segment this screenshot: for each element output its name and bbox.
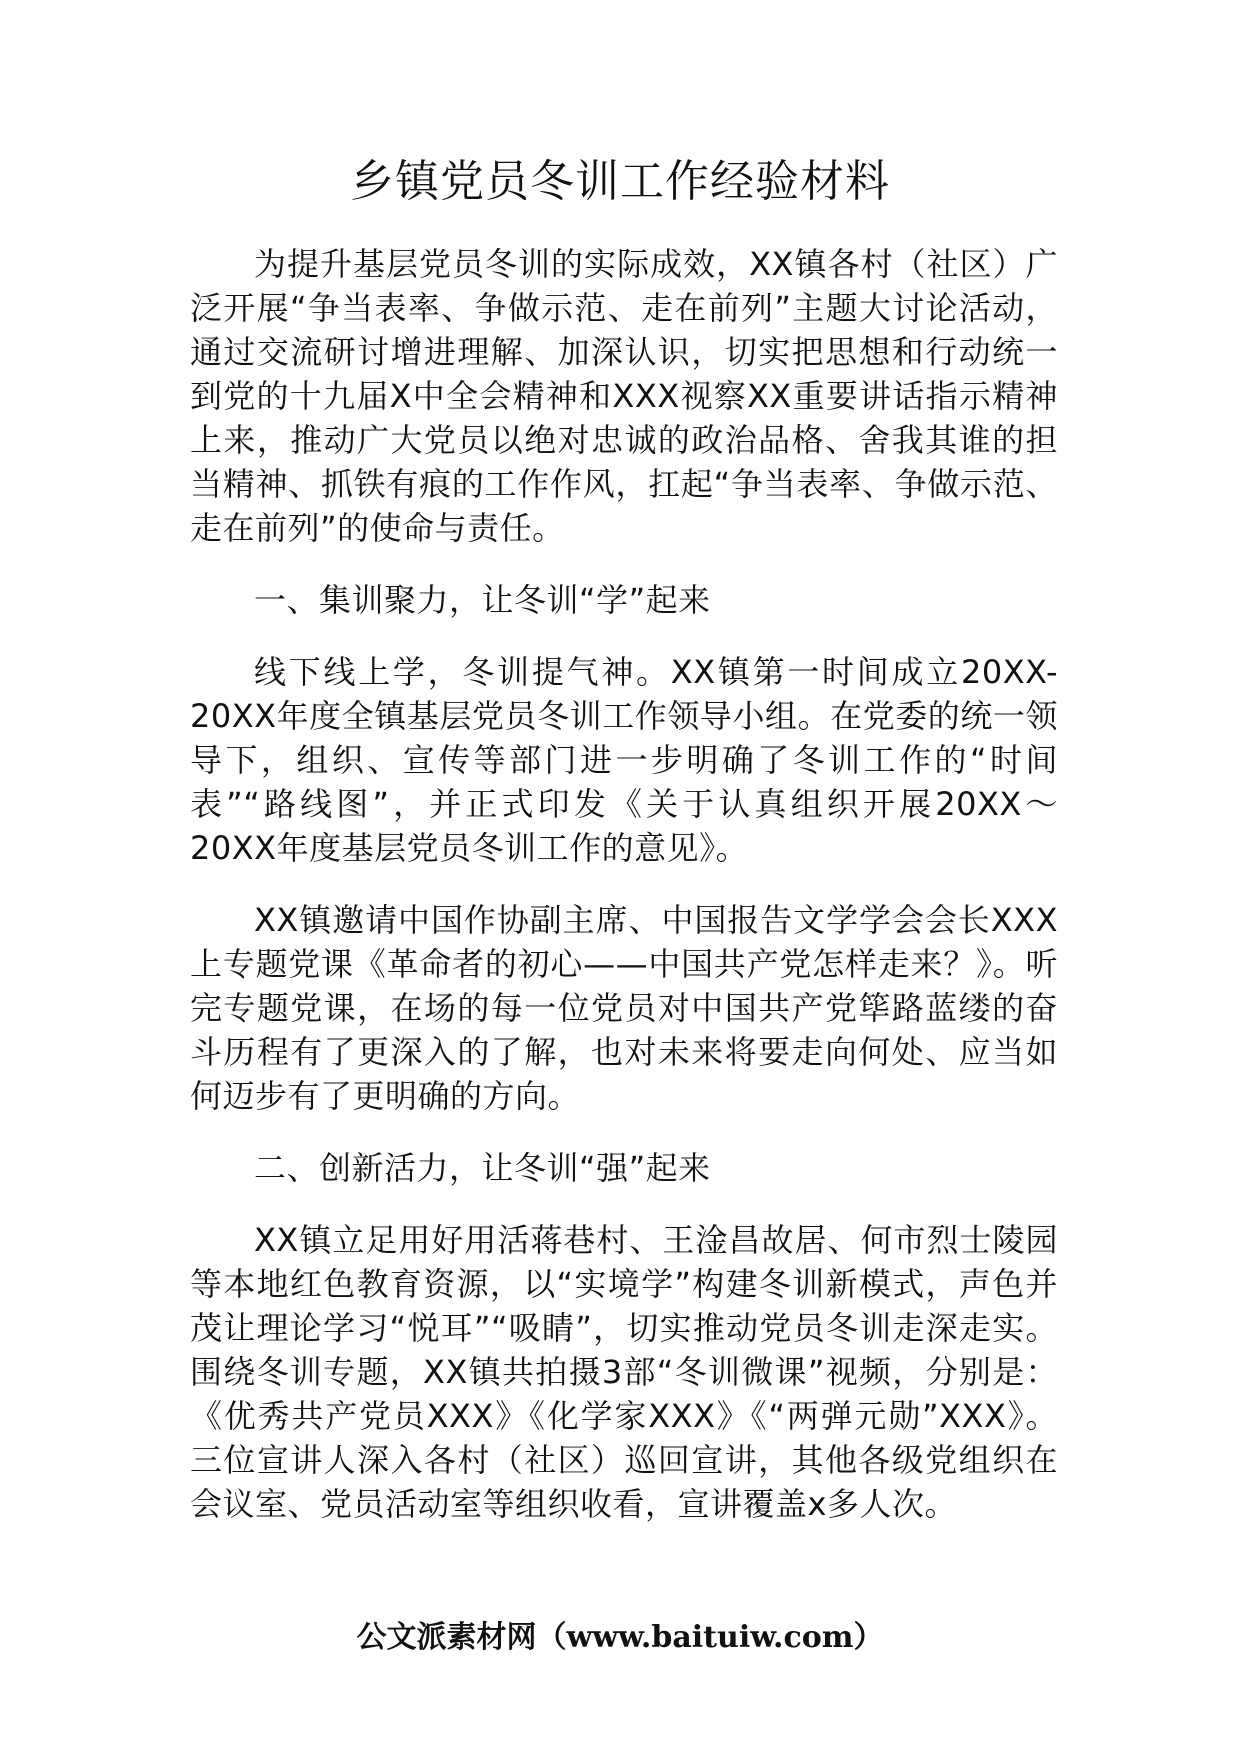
body-paragraph: XX镇邀请中国作协副主席、中国报告文学学会会长XXX上专题党课《革命者的初心——中国共产党怎样走来？》。听完专题党课，在场的每一位党员对中国共产党筚路蓝缕的奋斗历程有了更深入的了解，也对未来将要走向何处、应当如何迈步有了更明确的方向。 bbox=[190, 901, 1058, 1115]
body-paragraph: XX镇立足用好用活蒋巷村、王淦昌故居、何市烈士陵园等本地红色教育资源，以“实境学”构建冬训新模式，声色并茂让理论学习“悦耳”“吸睛”，切实推动党员冬训走深走实。围绕冬训专题，XX镇共拍摄3部“冬训微课”视频，分别是：《优秀共产党员XXX》《化学家XXX》《“两弹元勋”XXX》。三位宣讲人深入各村（社区）巡回宣讲，其他各级党组织在会议室、党员活动室等组织收看，宣讲覆盖x多人次。 bbox=[190, 1221, 1058, 1523]
document-title: 乡镇党员冬训工作经验材料 bbox=[350, 156, 890, 207]
document-body bbox=[190, 242, 1058, 1554]
intro-paragraph: 为提升基层党员冬训的实际成效，XX镇各村（社区）广泛开展“争当表率、争做示范、走在前列”主题大讨论活动，通过交流研讨增进理解、加深认识，切实把思想和行动统一到党的十九届X中全会精神和XXX视察XX重要讲话指示精神上来，推动广大党员以绝对忠诚的政治品格、舍我其谁的担当精神、抓铁有痕的工作作风，扛起“争当表率、争做示范、走在前列”的使命与责任。 bbox=[190, 245, 1058, 547]
section-heading-2: 二、创新活力，让冬训“强”起来 bbox=[254, 1149, 711, 1187]
footer-source: 公文派素材网（www.baituiw.com） bbox=[356, 1620, 884, 1655]
body-paragraph: 线下线上学，冬训提气神。XX镇第一时间成立20XX-20XX年度全镇基层党员冬训工作领导小组。在党委的统一领导下，组织、宣传等部门进一步明确了冬训工作的“时间表”“路线图”，并正式印发《关于认真组织开展20XX～20XX年度基层党员冬训工作的意见》。 bbox=[190, 653, 1058, 867]
section-heading-1: 一、集训聚力，让冬训“学”起来 bbox=[254, 581, 711, 619]
